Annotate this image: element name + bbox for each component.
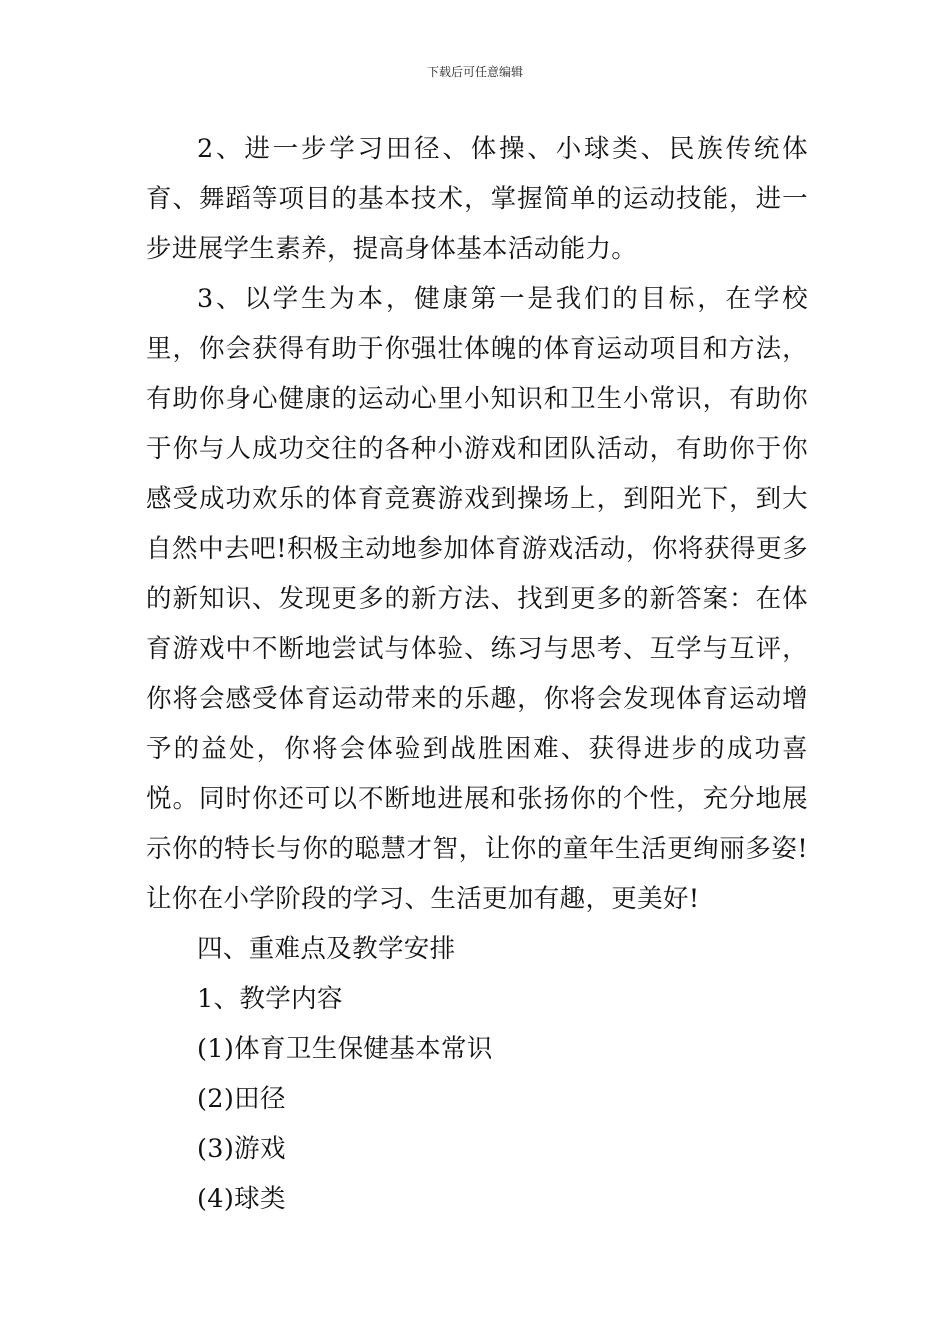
list-item: (3)游戏 xyxy=(197,1134,286,1164)
paragraph-skills: 2、进一步学习田径、体操、小球类、民族传统体育、舞蹈等项目的基本技术，掌握简单的运动技能，进一步进展学生素养，提高身体基本活动能力。 xyxy=(146,134,808,264)
list-item: (4)球类 xyxy=(197,1184,286,1214)
section-heading: 四、重难点及教学安排 xyxy=(197,934,456,964)
list-item: (1)体育卫生保健基本常识 xyxy=(197,1034,493,1064)
page-header: 下载后可任意编辑 xyxy=(426,65,523,79)
document-body xyxy=(146,124,808,1224)
paragraph-goals: 3、以学生为本，健康第一是我们的目标，在学校里，你会获得有助于你强壮体魄的体育运动项目和方法，有助你身心健康的运动心里小知识和卫生小常识，有助你于你与人成功交往的各种小游戏和团队活动，有助你于你感受成功欢乐的体育竞赛游戏到操场上，到阳光下，到大自然中去吧!积极主动地参加体育游戏活动，你将获得更多的新知识、发现更多的新方法、找到更多的新答案：在体育游戏中不断地尝试与体验、练习与思考、互学与互评，你将会感受体育运动带来的乐趣，你将会发现体育运动增予的益处，你将会体验到战胜困难、获得进步的成功喜悦。同时你还可以不断地进展和张扬你的个性，充分地展示你的特长与你的聪慧才智，让你的童年生活更绚丽多姿!让你在小学阶段的学习、生活更加有趣，更美好! xyxy=(146,284,808,914)
list-item: (2)田径 xyxy=(197,1084,286,1114)
subsection-heading: 1、教学内容 xyxy=(197,984,343,1014)
